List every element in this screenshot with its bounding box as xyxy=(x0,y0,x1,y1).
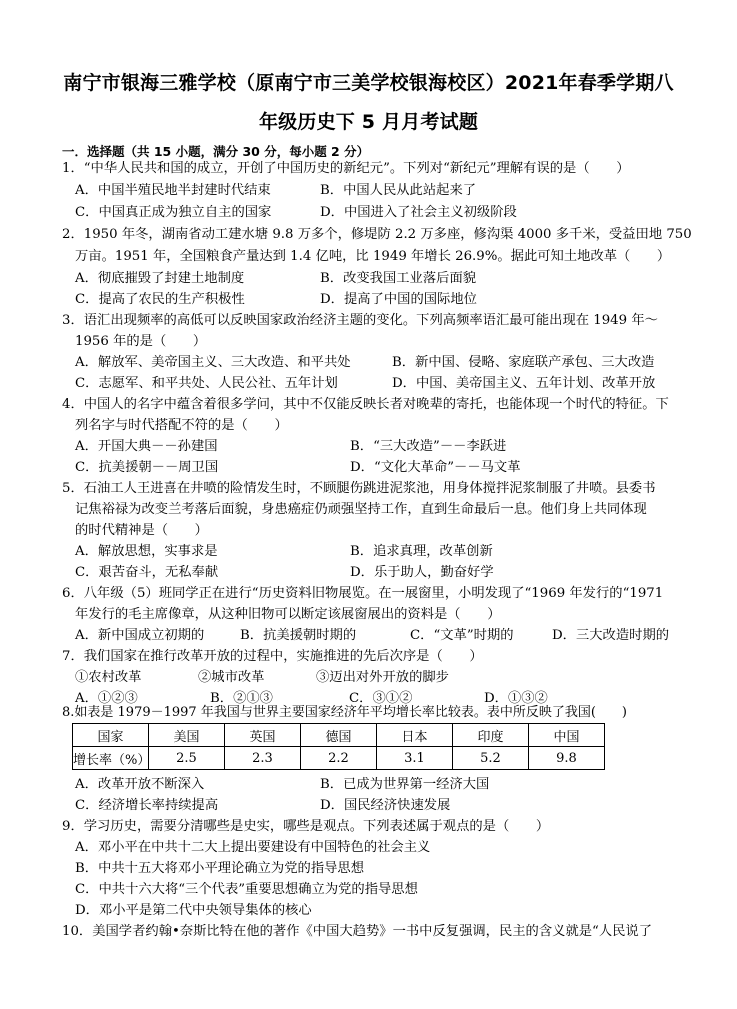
question-9-stem: 9．学习历史，需要分清哪些是史实，哪些是观点。下列表述属于观点的是（ ） xyxy=(62,819,550,834)
question-3-stem-line2: 1956 年的是（ ） xyxy=(75,334,207,349)
q5-option-c: C．艰苦奋斗，无私奉献 xyxy=(75,565,219,580)
q6-option-c: C．“文革”时期的 xyxy=(410,628,514,643)
exam-title-line1: 南宁市银海三雅学校（原南宁市三美学校银海校区）2021年春季学期八 xyxy=(63,72,674,94)
table-cell: 2.5 xyxy=(149,747,225,770)
table-cell: 美国 xyxy=(149,724,225,747)
q3-option-b: B．新中国、侵略、家庭联产承包、三大改造 xyxy=(392,355,655,370)
table-header-row xyxy=(73,724,605,747)
q5-option-d: D．乐于助人，勤奋好学 xyxy=(350,565,494,580)
question-6-stem-line1: 6．八年级（5）班同学正在进行“历史资料旧物展览。在一展窗里，小明发现了“1969 年发行的“1971 xyxy=(62,586,664,601)
q1-option-d: D．中国进入了社会主义初级阶段 xyxy=(320,205,517,220)
q7-option-c: C．③①② xyxy=(349,691,413,706)
q8-option-a: A．改革开放不断深入 xyxy=(75,777,205,792)
question-8-stem: 8.如表是 1979－1997 年我国与世界主要国家经济年平均增长率比较表。表中所反映了我国( ) xyxy=(62,705,627,720)
q4-option-c: C．抗美援朝－－周卫国 xyxy=(75,460,219,475)
q6-option-a: A．新中国成立初期的 xyxy=(75,628,205,643)
q9-option-a: A．邓小平在中共十二大上提出要建设有中国特色的社会主义 xyxy=(75,840,431,855)
q6-option-d: D．三大改造时期的 xyxy=(552,628,670,643)
question-7-stem: 7．我们国家在推行改革开放的过程中，实施推进的先后次序是（ ） xyxy=(62,649,483,664)
q7-item-1: ①农村改革 xyxy=(75,670,142,685)
table-cell: 国家 xyxy=(73,724,149,747)
table-cell: 德国 xyxy=(301,724,377,747)
question-1-stem: 1．“中华人民共和国的成立，开创了中国历史的新纪元”。下列对“新纪元”理解有误的是（ ） xyxy=(62,161,630,176)
q5-option-a: A．解放思想，实事求是 xyxy=(75,544,218,559)
q9-option-c: C．中共十六大将“三个代表”重要思想确立为党的指导思想 xyxy=(75,882,418,897)
q7-item-3: ③迈出对外开放的脚步 xyxy=(316,670,449,685)
q9-option-d: D．邓小平是第二代中央领导集体的核心 xyxy=(75,903,312,918)
table-row xyxy=(73,747,605,770)
q1-option-a: A．中国半殖民地半封建时代结束 xyxy=(75,183,271,198)
q7-option-a: A．①②③ xyxy=(75,691,138,706)
q9-option-b: B．中共十五大将邓小平理论确立为党的指导思想 xyxy=(75,861,365,876)
question-4-stem-line1: 4．中国人的名字中蕴含着很多学问，其中不仅能反映长者对晚辈的寄托，也能体现一个时代的特征。下 xyxy=(62,397,669,412)
q4-option-d: D．“文化大革命”－－马文革 xyxy=(350,460,521,475)
q3-option-c: C．志愿军、和平共处、人民公社、五年计划 xyxy=(75,376,338,391)
growth-rate-table xyxy=(72,723,605,770)
table-cell: 9.8 xyxy=(529,747,605,770)
question-10-stem: 10．美国学者约翰•奈斯比特在他的著作《中国大趋势》一书中反复强调，民主的含义就是“人民说了 xyxy=(62,924,653,939)
q7-option-d: D．①③② xyxy=(484,691,548,706)
q7-option-b: B．②①③ xyxy=(210,691,273,706)
question-3-stem-line1: 3．语汇出现频率的高低可以反映国家政治经济主题的变化。下列高频率语汇最可能出现在 1949 年～ xyxy=(62,313,658,328)
question-4-stem-line2: 列名字与时代搭配不符的是（ ） xyxy=(75,418,288,433)
table-cell: 印度 xyxy=(453,724,529,747)
table-cell: 中国 xyxy=(529,724,605,747)
q8-option-c: C．经济增长率持续提高 xyxy=(75,798,219,813)
question-6-stem-line2: 年发行的毛主席像章，从这种旧物可以断定该展窗展出的资料是（ ） xyxy=(75,607,501,622)
question-5-stem-line1: 5．石油工人王进喜在井喷的险情发生时，不顾腿伤跳进泥浆池，用身体搅拌泥浆制服了井喷。县委书 xyxy=(62,481,656,496)
q2-option-c: C．提高了农民的生产积极性 xyxy=(75,292,245,307)
question-2-stem-line2: 万亩。1951 年，全国粮食产量达到 1.4 亿吨，比 1949 年增长 26.9%。据此可知土地改革（ ） xyxy=(75,249,671,264)
question-2-stem-line1: 2．1950 年冬，湖南省动工建水塘 9.8 万多个，修堤防 2.2 万多座，修沟渠 4000 多千米，受益田地 750 xyxy=(62,227,692,242)
q5-option-b: B．追求真理，改革创新 xyxy=(350,544,493,559)
q8-option-d: D．国民经济快速发展 xyxy=(320,798,451,813)
q6-option-b: B．抗美援朝时期的 xyxy=(240,628,357,643)
table-cell: 2.2 xyxy=(301,747,377,770)
table-cell: 3.1 xyxy=(377,747,453,770)
q3-option-a: A．解放军、美帝国主义、三大改造、和平共处 xyxy=(75,355,351,370)
q4-option-a: A．开国大典－－孙建国 xyxy=(75,439,218,454)
question-5-stem-line3: 的时代精神是（ ） xyxy=(75,523,208,538)
q2-option-d: D．提高了中国的国际地位 xyxy=(320,292,477,307)
table-cell: 英国 xyxy=(225,724,301,747)
table-cell: 2.3 xyxy=(225,747,301,770)
table-cell: 增长率（%） xyxy=(73,747,149,770)
exam-title-line2: 年级历史下 5 月月考试题 xyxy=(258,111,479,133)
q7-item-2: ②城市改革 xyxy=(198,670,265,685)
q1-option-c: C．中国真正成为独立自主的国家 xyxy=(75,205,272,220)
table-cell: 5.2 xyxy=(453,747,529,770)
table-cell: 日本 xyxy=(377,724,453,747)
question-5-stem-line2: 记焦裕禄为改变兰考落后面貌，身患癌症仍顽强坚持工作，直到生命最后一息。他们身上共同体现 xyxy=(75,502,647,517)
q3-option-d: D．中国、美帝国主义、五年计划、改革开放 xyxy=(392,376,656,391)
section-heading: 一．选择题（共 15 小题，满分 30 分，每小题 2 分） xyxy=(62,144,370,159)
q2-option-b: B．改变我国工业落后面貌 xyxy=(320,271,477,286)
q4-option-b: B．“三大改造”－－李跃进 xyxy=(350,439,507,454)
q2-option-a: A．彻底摧毁了封建土地制度 xyxy=(75,271,245,286)
q1-option-b: B．中国人民从此站起来了 xyxy=(320,183,477,198)
q8-option-b: B．已成为世界第一经济大国 xyxy=(320,777,490,792)
